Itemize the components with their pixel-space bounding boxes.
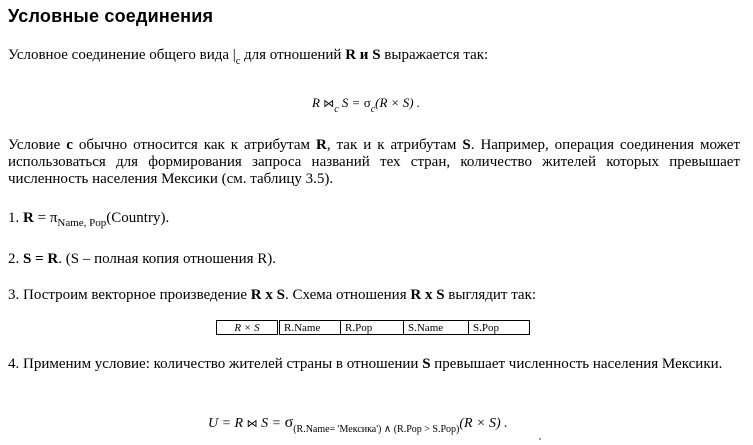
schema-column: S.Name xyxy=(404,321,469,335)
pi-symbol: π xyxy=(49,210,58,226)
intro-text-before: Условное соединение общего вида xyxy=(8,47,233,63)
intro-relations: R и S xyxy=(345,47,381,63)
schema-column: R.Pop xyxy=(341,321,404,335)
formula1-rhs: (R × S) . xyxy=(375,95,421,110)
formula1-r: R xyxy=(312,95,320,110)
step3-text-3: выглядит так: xyxy=(444,287,537,303)
intro-text-middle: для отношений xyxy=(240,47,346,63)
para2-text-1: Условие xyxy=(8,137,67,153)
step2-rest: . (S – полная копия отношения R). xyxy=(58,251,276,267)
schema-column: R.Name xyxy=(279,321,341,335)
formula2-condition: (R.Name= 'Мексика') ∧ (R.Pop > S.Pop) xyxy=(293,424,460,435)
step3-text-2: . Схема отношения xyxy=(284,287,411,303)
step3-product-1: R x S xyxy=(250,287,285,303)
step1-pi-sub: Name, Pop xyxy=(57,217,107,229)
formula1-sub-c: c xyxy=(334,104,339,115)
step1-arg: (Country). xyxy=(106,210,170,226)
para2-s: S xyxy=(462,137,471,153)
step-2 xyxy=(8,251,276,268)
para2-r: R xyxy=(315,137,327,153)
condition-symbol: | xyxy=(232,47,236,63)
formula-selection-join xyxy=(208,414,508,435)
intro-paragraph xyxy=(8,47,488,70)
para2-c: c xyxy=(66,137,73,153)
formula1-sigma-sub: c xyxy=(370,104,376,115)
formula1-s: S = xyxy=(338,95,364,110)
step1-lhs: R xyxy=(23,210,34,226)
explanation-paragraph xyxy=(8,137,740,188)
schema-row xyxy=(217,321,530,335)
decorative-dot xyxy=(539,438,541,440)
bowtie-icon: ⋈ xyxy=(323,98,335,110)
bowtie-icon: ⋈ xyxy=(246,418,258,430)
step1-eq: = xyxy=(33,210,50,226)
para2-text-4: . Например, операция соединения может использоваться для формирования запроса названий тех стран, количество жителей которых превышает численность населения Мексики (см. таблицу 3.5). xyxy=(8,137,741,187)
page-title: Условные соединения xyxy=(8,6,214,26)
para2-text-3: , так и к атрибутам xyxy=(326,137,463,153)
schema-table xyxy=(216,320,530,335)
step3-text-1: 3. Построим векторное произведение xyxy=(8,287,251,303)
step-4 xyxy=(8,356,740,373)
intro-text-after: выражается так: xyxy=(380,47,489,63)
step2-number: 2. xyxy=(8,251,23,267)
formula2-lhs: U = R xyxy=(208,416,244,431)
formula-conditional-join xyxy=(312,95,420,115)
sigma-symbol: σ xyxy=(363,95,371,110)
step2-lhs: S = R xyxy=(23,251,59,267)
step4-s: S xyxy=(422,356,431,372)
formula2-rhs: (R × S) . xyxy=(459,416,508,431)
formula2-mid: S = xyxy=(257,416,285,431)
step3-product-2: R x S xyxy=(410,287,445,303)
step4-text-1: 4. Применим условие: количество жителей страны в отношении xyxy=(8,356,423,372)
step-1 xyxy=(8,210,169,232)
schema-column: S.Pop xyxy=(469,321,530,335)
condition-subscript: c xyxy=(235,56,241,67)
sigma-symbol: σ xyxy=(284,414,294,431)
step1-number: 1. xyxy=(8,210,23,226)
para2-text-2: обычно относится как к атрибутам xyxy=(72,137,316,153)
step4-text-2: превышает численность населения Мексики. xyxy=(430,356,723,372)
schema-label: R × S xyxy=(217,321,279,335)
step-3 xyxy=(8,287,536,304)
